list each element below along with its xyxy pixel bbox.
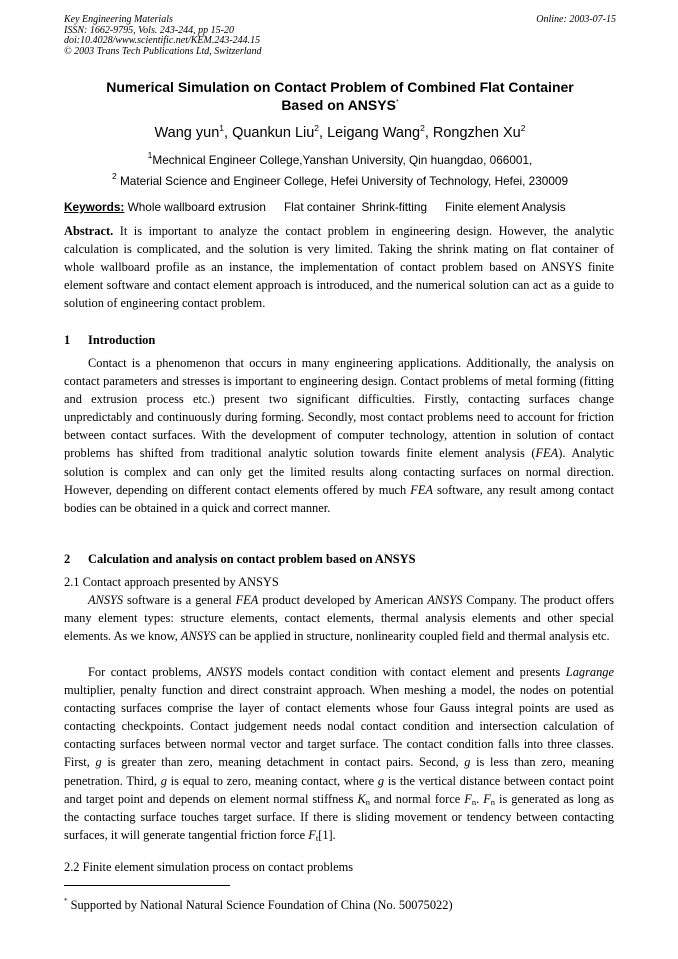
author-name: Leigang Wang <box>327 125 421 141</box>
doi-line[interactable]: doi:10.4028/www.scientific.net/KEM.243-244.15 <box>64 35 261 46</box>
title-line-2: Based on ANSYS* <box>281 97 399 113</box>
journal-header <box>64 15 616 57</box>
copyright-line: © 2003 Trans Tech Publications Ltd, Switzerland <box>64 45 262 57</box>
footnote: * Supported by National Natural Science Foundation of China (No. 50075022) <box>64 897 453 912</box>
subsection-2-2-heading: 2.2 Finite element simulation process on contact problems <box>64 860 354 874</box>
author-name: Wang yun <box>154 125 220 141</box>
author-list: Wang yun$^1$, Quankun Liu$^2$, Leigang Wang$^2$, Rongzhen Xu$^2$ <box>154 123 526 141</box>
affiliation-2: $^2$ Material Science and Engineer College, Hefei University of Technology, Hefei, 230009 <box>111 171 569 188</box>
keyword-item: Finite element Analysis <box>445 200 566 214</box>
author-name: Quankun Liu <box>232 125 315 141</box>
section-1-heading: 1 Introduction <box>64 333 156 347</box>
introduction-paragraph: Contact is a phenomenon that occurs in many engineering applications. Additionally, the analysis on contact parameters and stresses is important to engineering design. Contact problems of metal forming (fitting and extrusion process etc.) present two significant difficulties. Firstly, contacting surfaces change unpredictably and continuously during forming. Secondly, most contact problems need to account for friction between contact surfaces. With the development of computer technology, attention in solution of contact problems has shifted from traditional analytic solution towards finite element analysis (FEA). Analytic solution is complex and can only get the limited results along contacting surfaces on normal direction. However, depending on different contact elements offered by much FEA software, any result among contact bodies can be obtained in a quick and correct manner. <box>64 356 614 515</box>
section-2-1-paragraph-2: For contact problems, ANSYS models contact condition with contact element and presents Lagrange multiplier, penalty function and direct constraint approach. When meshing a model, the nodes on potential contacting surfaces comprise the layer of contact elements whose four Gauss integral points are used as contacting checkpoints. Contact judgement needs nodal contact condition and intersection calculation of contacting surfaces between normal vector and target surface. The contact condition falls into three classes. First, g is greater than zero, meaning detachment in contact pairs. Second, g is less than zero, meaning penetration. Third, g is equal to zero, meaning contact, where g is the vertical distance between contact point and target point and depends on element normal stiffness $K_n$ and normal force $F_n$. $F_n$ is generated as long as the contacting surface touches target surface. If there is sliding movement or tendency between contacting surfaces, it will generate tangential friction force $F_t[1]$. <box>64 665 615 843</box>
title-line-1: Numerical Simulation on Contact Problem of Combined Flat Container <box>106 79 574 95</box>
footnote-rule <box>64 885 230 886</box>
keyword-item: Flat container <box>283 200 356 214</box>
keyword-item: Whole wallboard extrusion <box>127 200 266 214</box>
affiliation-1: $^1$Mechnical Engineer College,Yanshan University, Qin huangdao, 066001, <box>147 150 533 167</box>
section-2-heading: 2 Calculation and analysis on contact problem based on ANSYS <box>64 552 416 566</box>
section-2-1-paragraph-1: ANSYS software is a general FEA product developed by American ANSYS Company. The product offers many element types: structure elements, contact elements, thermal analysis elements and other special elements. As we know, ANSYS can be applied in structure, nonlinearity coupled field and thermal analysis etc. <box>64 593 614 644</box>
online-date: Online: 2003-07-15 <box>536 14 616 25</box>
subsection-2-1-heading: 2.1 Contact approach presented by ANSYS <box>64 575 279 589</box>
keywords-label: Keywords: <box>64 200 125 214</box>
paper-title <box>64 80 616 113</box>
journal-name: Key Engineering Materials <box>64 14 173 25</box>
issn-line: ISSN: 1662-9795, Vols. 243-244, pp 15-20 <box>64 24 234 36</box>
author-name: Rongzhen Xu <box>432 125 521 141</box>
abstract-paragraph: Abstract. It is important to analyze the contact problem in engineering design. However, the analytic calculation is complicated, and the solution is very limited. Taking the shrink mating on flat container of whole wallboard profile as an instance, the implementation of contact problem based on ANSYS finite element software and contact element approach is introduced, and the numerical solution can act as a guide to solution of engineering contact problem. <box>64 224 614 311</box>
keywords-line <box>64 199 616 215</box>
title-footnote-mark: * <box>395 99 399 106</box>
keyword-item: Shrink-fitting <box>361 200 428 214</box>
abstract-label: Abstract. <box>64 224 114 238</box>
